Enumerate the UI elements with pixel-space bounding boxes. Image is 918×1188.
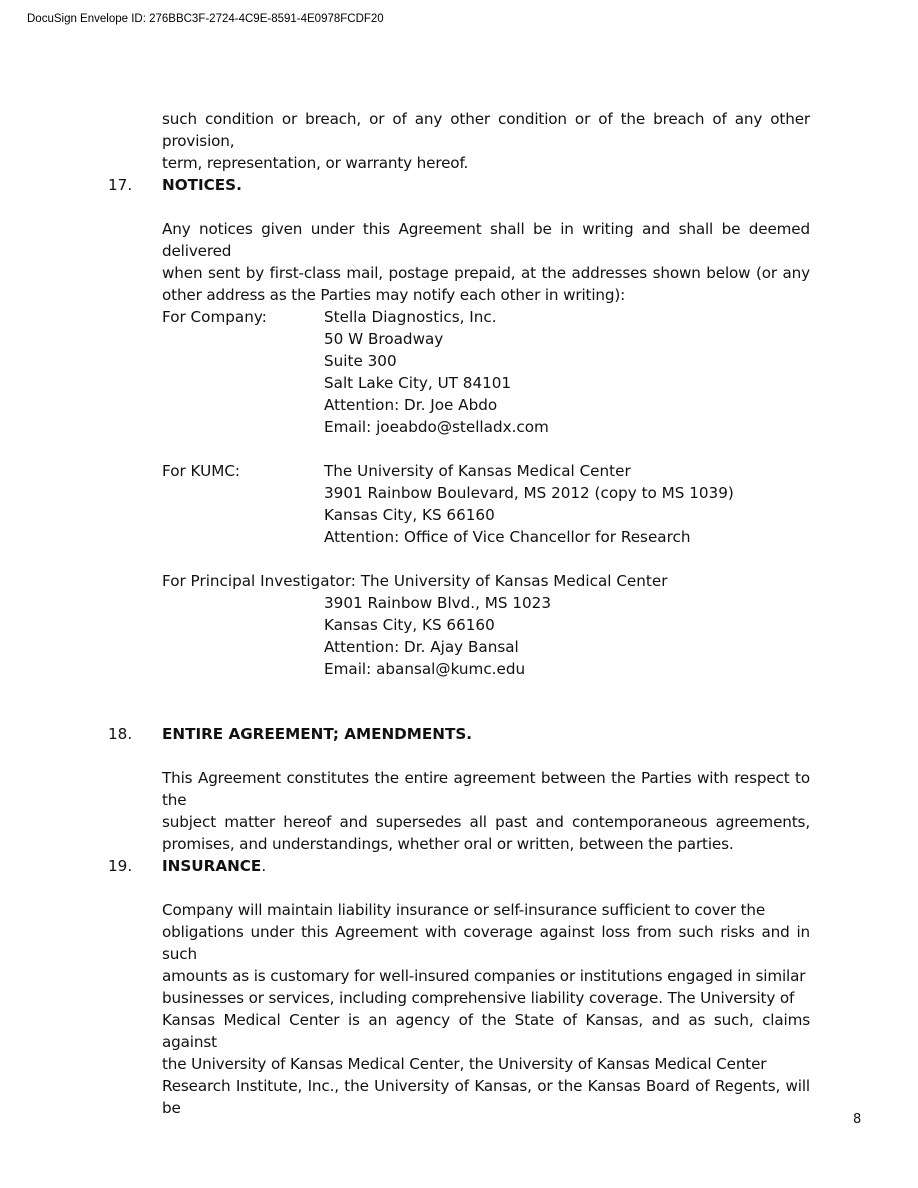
pi-address xyxy=(324,592,551,680)
notices-paragraph xyxy=(162,218,810,306)
paragraph-line: Kansas Medical Center is an agency of the State of Kansas, and as such, claims against xyxy=(162,1011,810,1051)
paragraph-line: Company will maintain liability insurance or self-insurance sufficient to cover the xyxy=(162,901,766,919)
address-line: 3901 Rainbow Blvd., MS 1023 xyxy=(324,594,552,612)
address-line: Stella Diagnostics, Inc. xyxy=(324,308,497,326)
section-heading-notices: NOTICES. xyxy=(162,176,242,194)
docusign-envelope-id: DocuSign Envelope ID: 276BBC3F-2724-4C9E-8591-4E0978FCDF20 xyxy=(27,13,384,25)
paragraph-line: such condition or breach, or of any other condition or of the breach of any other provision, xyxy=(162,110,810,150)
paragraph-line: the University of Kansas Medical Center, the University of Kansas Medical Center xyxy=(162,1055,767,1073)
insurance-heading-period: . xyxy=(261,857,267,875)
address-line: 3901 Rainbow Boulevard, MS 2012 (copy to MS 1039) xyxy=(324,484,734,502)
kumc-label: For KUMC: xyxy=(162,462,241,480)
address-line: Email: abansal@kumc.edu xyxy=(324,660,526,678)
paragraph-line: Research Institute, Inc., the University of Kansas, or the Kansas Board of Regents, will be xyxy=(162,1077,810,1117)
continuation-paragraph xyxy=(162,108,810,174)
entire-agreement-paragraph xyxy=(162,767,810,855)
paragraph-line: other address as the Parties may notify each other in writing): xyxy=(162,286,626,304)
company-label: For Company: xyxy=(162,308,267,326)
pi-label: For Principal Investigator: The University of Kansas Medical Center xyxy=(162,572,668,590)
address-line: Email: joeabdo@stelladx.com xyxy=(324,418,549,436)
section-number-19: 19. xyxy=(108,857,133,875)
address-line: Attention: Dr. Ajay Bansal xyxy=(324,638,519,656)
address-line: Salt Lake City, UT 84101 xyxy=(324,374,512,392)
company-address xyxy=(324,306,549,438)
insurance-paragraph xyxy=(162,899,810,1119)
paragraph-line: amounts as is customary for well-insured companies or institutions engaged in similar xyxy=(162,967,806,985)
insurance-heading-text: INSURANCE xyxy=(162,857,262,875)
address-line: Attention: Dr. Joe Abdo xyxy=(324,396,498,414)
section-heading-insurance xyxy=(162,855,266,877)
address-line: Attention: Office of Vice Chancellor for Research xyxy=(324,528,691,546)
address-line: Suite 300 xyxy=(324,352,397,370)
paragraph-line: term, representation, or warranty hereof. xyxy=(162,154,469,172)
kumc-address xyxy=(324,460,734,548)
section-number-18: 18. xyxy=(108,725,133,743)
paragraph-line: This Agreement constitutes the entire agreement between the Parties with respect to the xyxy=(162,769,810,809)
section-number-17: 17. xyxy=(108,176,133,194)
page-number: 8 xyxy=(853,1112,862,1127)
address-line: The University of Kansas Medical Center xyxy=(324,462,631,480)
paragraph-line: obligations under this Agreement with coverage against loss from such risks and in such xyxy=(162,923,810,963)
paragraph-line: Any notices given under this Agreement shall be in writing and shall be deemed delivered xyxy=(162,220,810,260)
paragraph-line: promises, and understandings, whether oral or written, between the parties. xyxy=(162,835,734,853)
paragraph-line: businesses or services, including comprehensive liability coverage. The University of xyxy=(162,989,795,1007)
section-heading-entire-agreement: ENTIRE AGREEMENT; AMENDMENTS. xyxy=(162,725,473,743)
address-line: 50 W Broadway xyxy=(324,330,444,348)
address-line: Kansas City, KS 66160 xyxy=(324,506,495,524)
address-line: Kansas City, KS 66160 xyxy=(324,616,495,634)
paragraph-line: subject matter hereof and supersedes all past and contemporaneous agreements, xyxy=(162,813,810,831)
paragraph-line: when sent by first-class mail, postage prepaid, at the addresses shown below (or any xyxy=(162,264,810,282)
